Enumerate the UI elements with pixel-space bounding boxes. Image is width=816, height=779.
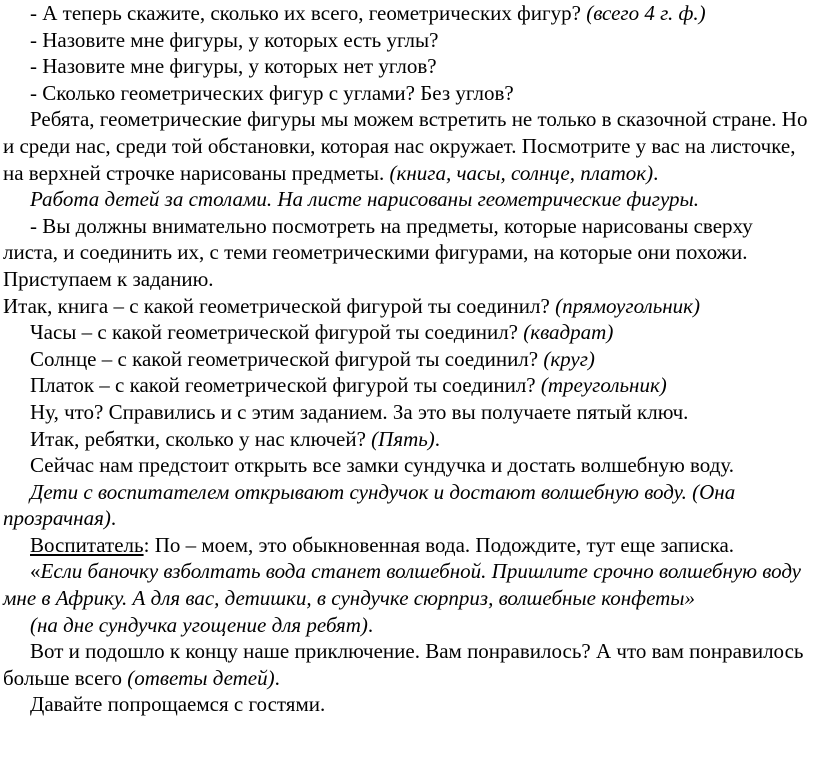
paragraph-note-quote (3, 558, 810, 611)
paragraph-tail: . (367, 612, 374, 637)
quoted-note-text: Если баночку взболтать вода станет волшебной. Пришлите срочно волшебную воду мне в Африку. А для вас, детишки, в сундучке сюрприз, волшебные конфеты» (3, 559, 801, 611)
answer-note: (прямоугольник) (555, 293, 700, 318)
paragraph-tail: . (434, 426, 441, 451)
answer-note: (книга, часы, солнце, платок) (389, 160, 654, 185)
answer-note: (круг) (543, 346, 595, 371)
stage-direction-text: Работа детей за столами. На листе нарисованы геометрические фигуры. (30, 187, 700, 212)
paragraph-scarf-question (3, 372, 810, 399)
paragraph-text: Солнце – с какой геометрической фигурой ты соединил? (30, 346, 544, 371)
paragraph-clock-question (3, 319, 810, 346)
answer-note: (квадрат) (523, 320, 614, 345)
paragraph-keys-count (3, 426, 810, 453)
paragraph-fifth-key (3, 399, 810, 426)
paragraph-adventure-end (3, 638, 810, 691)
paragraph-angles-question (3, 27, 810, 54)
paragraph-text: Часы – с какой геометрической фигурой ты соединил? (30, 320, 524, 345)
paragraph-book-question (3, 293, 810, 320)
open-quote: « (30, 559, 41, 584)
speaker-colon: : (143, 532, 150, 557)
paragraph-sun-question (3, 346, 810, 373)
paragraph-text: - Назовите мне фигуры, у которых нет углов? (30, 54, 437, 79)
answer-note: (всего 4 г. ф.) (586, 1, 706, 25)
paragraph-chest-opened (3, 479, 810, 532)
paragraph-text: - Назовите мне фигуры, у которых есть углы? (30, 27, 439, 52)
answer-note: (треугольник) (540, 373, 667, 398)
paragraph-text: Платок – с какой геометрической фигурой ты соединил? (30, 373, 541, 398)
paragraph-how-many-question (3, 80, 810, 107)
paragraph-text: Вот и подошло к концу наше приключение. Вам понравилось? А что вам понравилось больше всего (3, 639, 804, 690)
answer-note: (Пять) (371, 426, 435, 451)
paragraph-tail: . (110, 506, 117, 531)
paragraph-tail: . (274, 665, 280, 690)
paragraph-teacher-line (3, 532, 810, 559)
paragraph-text: Сейчас нам предстоит открыть все замки сундучка и достать волшебную воду. (30, 453, 735, 478)
answer-note: (ответы детей) (127, 665, 275, 690)
paragraph-treat-direction (3, 612, 810, 639)
paragraph-text: Итак, книга – с какой геометрической фигурой ты соединил? (3, 293, 556, 318)
paragraph-count-question (3, 0, 810, 27)
paragraph-open-chest (3, 452, 810, 479)
paragraph-text: - Вы должны внимательно посмотреть на предметы, которые нарисованы сверху листа, и соединить их, с теми геометрическими фигурами, на которые они похожи. Приступаем к заданию. (3, 213, 753, 291)
paragraph-text: По – моем, это обыкновенная вода. Подождите, тут еще записка. (149, 532, 735, 557)
paragraph-stage-direction (3, 186, 810, 213)
paragraph-text: Ну, что? Справились и с этим заданием. За это вы получаете пятый ключ. (30, 399, 689, 424)
paragraph-text: - А теперь скажите, сколько их всего, геометрических фигур? (30, 1, 587, 25)
paragraph-goodbye (3, 691, 810, 718)
paragraph-text: Давайте попрощаемся с гостями. (30, 692, 326, 717)
paragraph-tail: . (653, 160, 659, 185)
stage-direction-text: (на дне сундучка угощение для ребят) (30, 612, 368, 637)
speaker-label: Воспитатель (30, 532, 144, 557)
paragraph-shapes-around (3, 106, 810, 186)
paragraph-text: Ребята, геометрические фигуры мы можем встретить не только в сказочной стране. Но и среди нас, среди той обстановки, которая нас окружает. Посмотрите у вас на листочке, на верхней строчке нарисованы предметы. (3, 107, 808, 185)
stage-direction-text: Дети с воспитателем открывают сундучок и достают волшебную воду. (Она прозрачная) (3, 479, 736, 531)
paragraph-no-angles-question (3, 53, 810, 80)
paragraph-task-instructions (3, 213, 810, 293)
paragraph-text: - Сколько геометрических фигур с углами? Без углов? (30, 80, 514, 105)
paragraph-text: Итак, ребятки, сколько у нас ключей? (30, 426, 372, 451)
